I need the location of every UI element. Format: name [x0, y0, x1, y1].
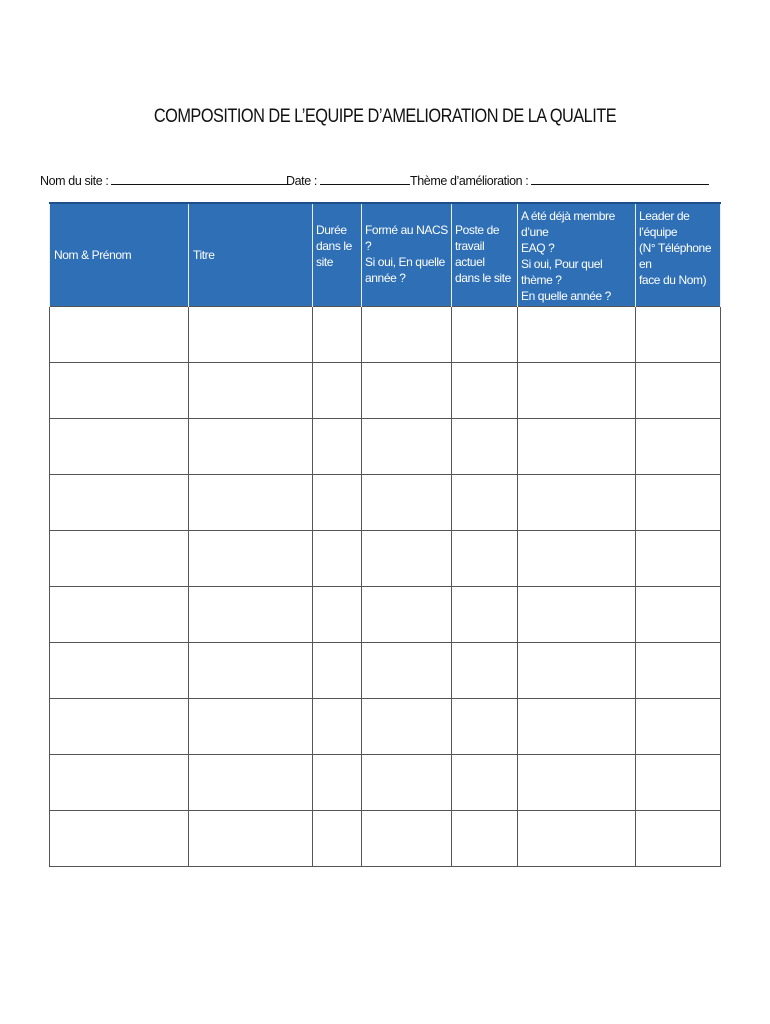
cell-duration[interactable] [313, 699, 362, 755]
team-table [49, 202, 721, 867]
cell-eaq-member[interactable] [518, 699, 636, 755]
table-row [50, 643, 721, 699]
site-name-label: Nom du site : [40, 174, 109, 188]
header-duration: Durée dans le site [313, 203, 362, 307]
date-field[interactable] [286, 172, 410, 188]
cell-title[interactable] [189, 643, 313, 699]
cell-title[interactable] [189, 363, 313, 419]
cell-position[interactable] [452, 587, 518, 643]
cell-leader[interactable] [636, 755, 721, 811]
cell-leader[interactable] [636, 643, 721, 699]
cell-name[interactable] [50, 419, 189, 475]
cell-eaq-member[interactable] [518, 363, 636, 419]
table-row [50, 699, 721, 755]
header-eaq-member: A été déjà membre d’une EAQ ? Si oui, Pour quel thème ? En quelle année ? [518, 203, 636, 307]
cell-position[interactable] [452, 643, 518, 699]
cell-title[interactable] [189, 755, 313, 811]
cell-position[interactable] [452, 755, 518, 811]
cell-leader[interactable] [636, 811, 721, 867]
cell-name[interactable] [50, 475, 189, 531]
cell-name[interactable] [50, 307, 189, 363]
header-leader: Leader de l’équipe (N° Téléphone en face du Nom) [636, 203, 721, 307]
cell-nacs[interactable] [362, 419, 452, 475]
cell-duration[interactable] [313, 363, 362, 419]
theme-field[interactable] [410, 172, 709, 188]
cell-position[interactable] [452, 699, 518, 755]
cell-nacs[interactable] [362, 475, 452, 531]
cell-eaq-member[interactable] [518, 755, 636, 811]
cell-nacs[interactable] [362, 643, 452, 699]
site-name-line[interactable] [111, 172, 289, 185]
date-line[interactable] [320, 172, 410, 185]
cell-duration[interactable] [313, 755, 362, 811]
cell-name[interactable] [50, 587, 189, 643]
cell-eaq-member[interactable] [518, 643, 636, 699]
page-title: COMPOSITION DE L’EQUIPE D’AMELIORATION DE LA QUALITE [153, 106, 617, 127]
table-row [50, 811, 721, 867]
form-fields [40, 172, 720, 192]
cell-duration[interactable] [313, 307, 362, 363]
header-position: Poste de travail actuel dans le site [452, 203, 518, 307]
cell-name[interactable] [50, 531, 189, 587]
cell-title[interactable] [189, 475, 313, 531]
theme-label: Thème d’amélioration : [410, 174, 529, 188]
cell-nacs[interactable] [362, 307, 452, 363]
cell-eaq-member[interactable] [518, 811, 636, 867]
cell-nacs[interactable] [362, 587, 452, 643]
cell-leader[interactable] [636, 307, 721, 363]
cell-name[interactable] [50, 363, 189, 419]
header-nacs: Formé au NACS ? Si oui, En quelle année ? [362, 203, 452, 307]
header-name: Nom & Prénom [50, 203, 189, 307]
cell-title[interactable] [189, 811, 313, 867]
cell-name[interactable] [50, 755, 189, 811]
cell-position[interactable] [452, 307, 518, 363]
table-row [50, 475, 721, 531]
cell-duration[interactable] [313, 475, 362, 531]
cell-leader[interactable] [636, 587, 721, 643]
cell-position[interactable] [452, 531, 518, 587]
cell-nacs[interactable] [362, 755, 452, 811]
cell-title[interactable] [189, 699, 313, 755]
cell-nacs[interactable] [362, 531, 452, 587]
table-row [50, 363, 721, 419]
cell-name[interactable] [50, 643, 189, 699]
cell-title[interactable] [189, 531, 313, 587]
cell-position[interactable] [452, 363, 518, 419]
table-body [50, 307, 721, 867]
date-label: Date : [286, 174, 317, 188]
theme-line[interactable] [531, 172, 709, 185]
table-row [50, 531, 721, 587]
header-title: Titre [189, 203, 313, 307]
cell-title[interactable] [189, 419, 313, 475]
table-row [50, 419, 721, 475]
cell-eaq-member[interactable] [518, 475, 636, 531]
cell-leader[interactable] [636, 475, 721, 531]
cell-duration[interactable] [313, 419, 362, 475]
cell-position[interactable] [452, 419, 518, 475]
cell-duration[interactable] [313, 643, 362, 699]
table-row [50, 587, 721, 643]
cell-nacs[interactable] [362, 811, 452, 867]
cell-title[interactable] [189, 587, 313, 643]
cell-duration[interactable] [313, 587, 362, 643]
cell-title[interactable] [189, 307, 313, 363]
table-row [50, 755, 721, 811]
table-header-row [50, 203, 721, 307]
cell-duration[interactable] [313, 811, 362, 867]
cell-leader[interactable] [636, 531, 721, 587]
cell-nacs[interactable] [362, 363, 452, 419]
cell-leader[interactable] [636, 419, 721, 475]
cell-leader[interactable] [636, 699, 721, 755]
cell-name[interactable] [50, 811, 189, 867]
cell-position[interactable] [452, 811, 518, 867]
table-row [50, 307, 721, 363]
site-name-field[interactable] [40, 172, 289, 188]
cell-eaq-member[interactable] [518, 531, 636, 587]
cell-eaq-member[interactable] [518, 587, 636, 643]
cell-position[interactable] [452, 475, 518, 531]
cell-nacs[interactable] [362, 699, 452, 755]
cell-leader[interactable] [636, 363, 721, 419]
cell-eaq-member[interactable] [518, 419, 636, 475]
cell-name[interactable] [50, 699, 189, 755]
cell-duration[interactable] [313, 531, 362, 587]
cell-eaq-member[interactable] [518, 307, 636, 363]
